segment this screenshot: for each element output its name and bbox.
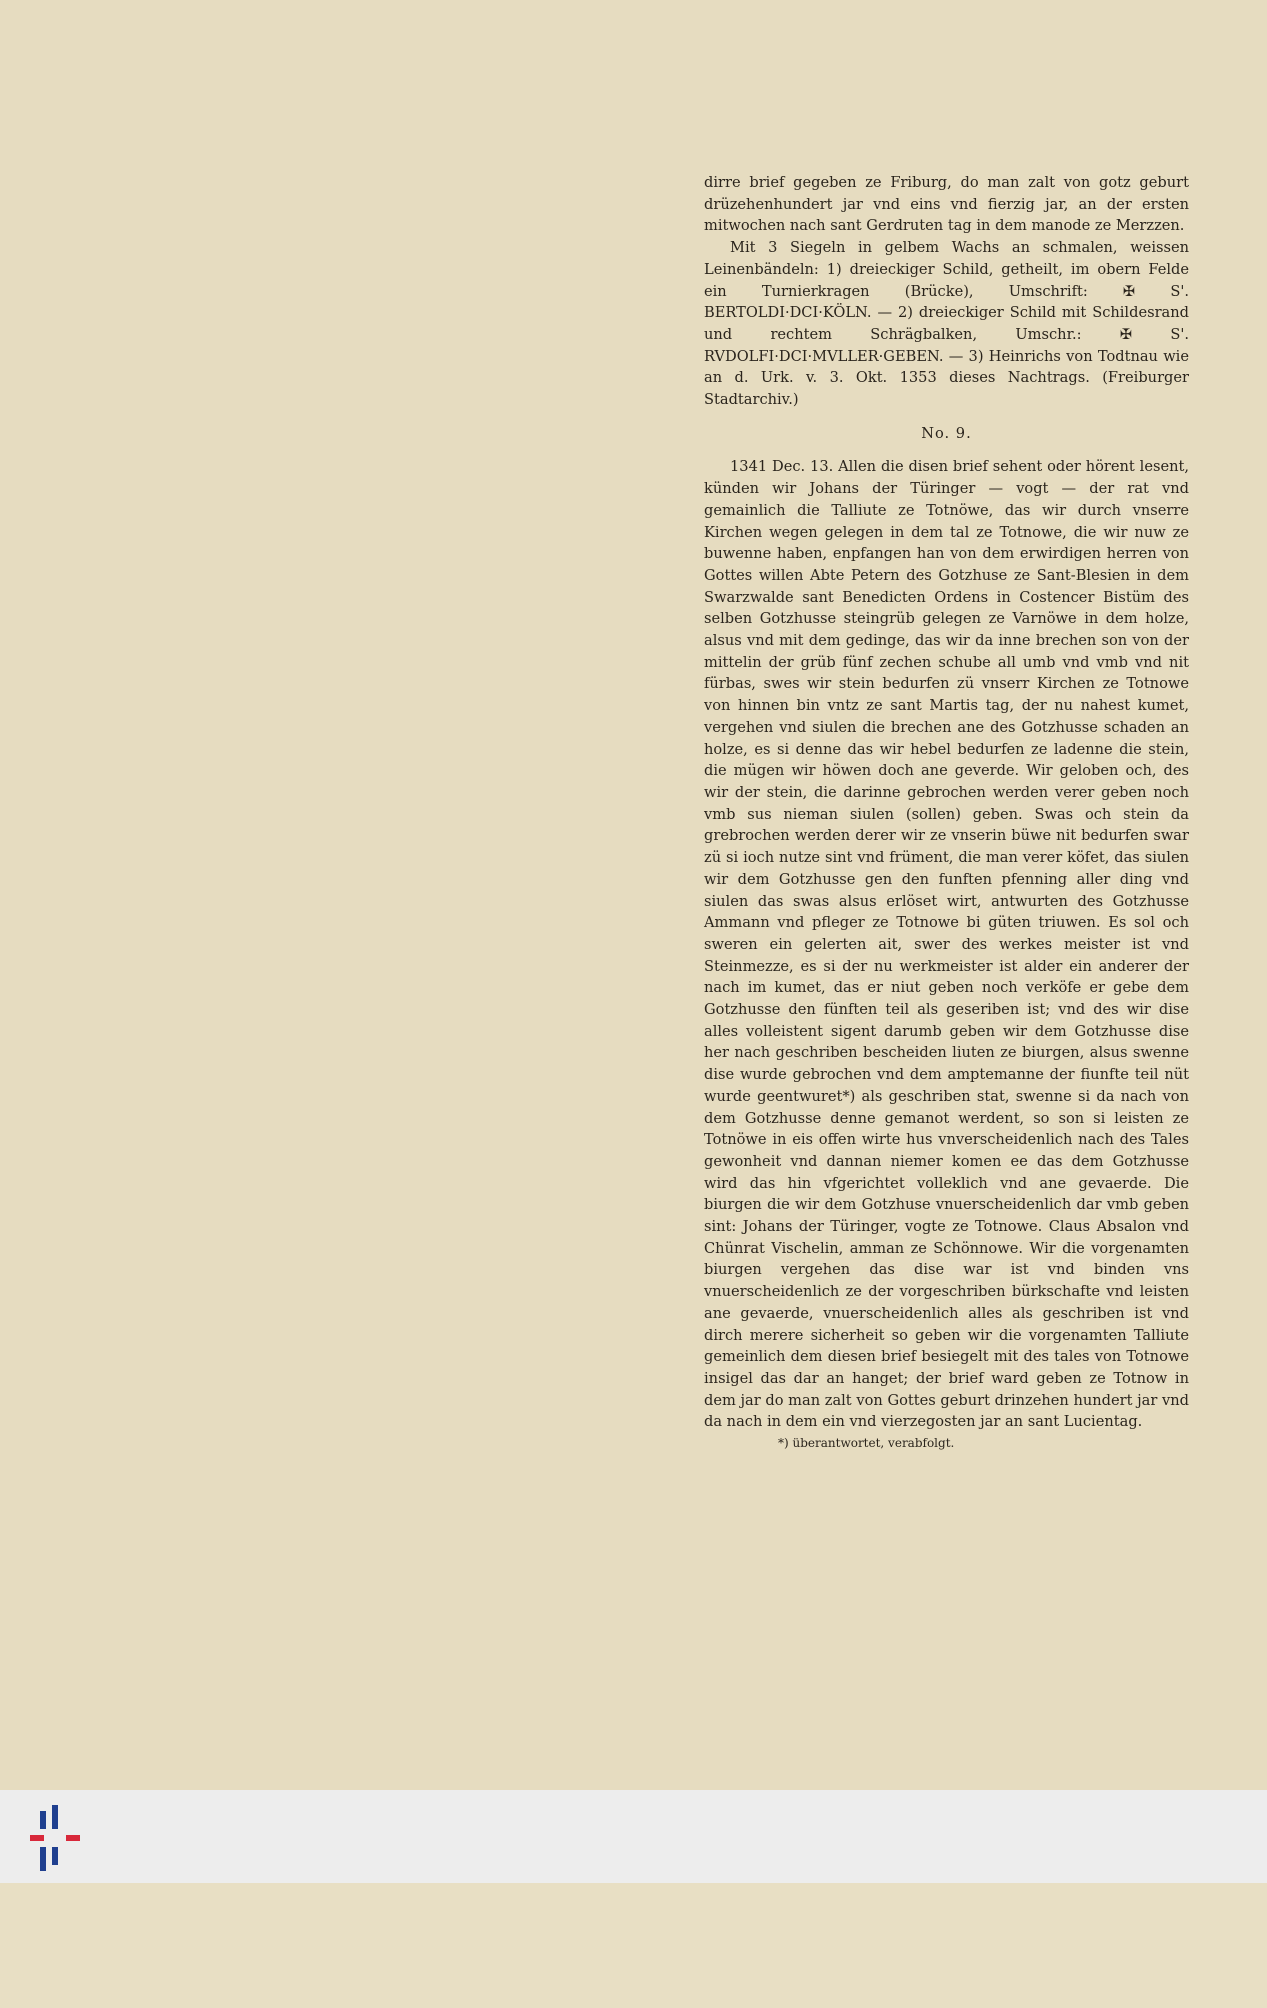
footer-bar (0, 1790, 1267, 1883)
paragraph: Mit 3 Siegeln in gelbem Wachs an schmalen, weissen Leinenbändeln: 1) dreieckiger Schild, getheilt, im obern Felde ein Turnierkragen (Brücke), Umschrift: ✠ S'. BERTOLDI·DCI·KÖLN. — 2) dreieckiger Schild mit Schildesrand und rechtem Schrägbalken, Umschr.: ✠ S'. RVDOLFI·DCI·MVLLER·GEBEN. — 3) Heinrichs von Todtnau wie an d. Urk. v. 3. Okt. 1353 dieses Nachtrags. (Freiburger Stadtarchiv.) (704, 239, 1189, 409)
library-logo-icon (30, 1805, 82, 1873)
paragraph: 1341 Dec. 13. Allen die disen brief sehent oder hörent lesent, künden wir Johans der Türinger — vogt — der rat vnd gemainlich die Talliute ze Totnöwe, das wir durch vnserre Kirchen wegen gelegen in dem tal ze Totnowe, die wir nuw ze buwenne haben, enpfangen han von dem erwirdigen herren von Gottes willen Abte Petern des Gotzhuse ze Sant-Blesien in dem Swarzwalde sant Benedicten Ordens in Costencer Bistüm des selben Gotzhusse steingrüb gelegen ze Varnöwe in dem holze, alsus vnd mit dem gedinge, das wir da inne brechen son von der mittelin der grüb fünf zechen schube all umb vnd vmb vnd nit fürbas, swes wir stein bedurfen zü vnserr Kirchen ze Totnowe von hinnen bin vntz ze sant Martis tag, der nu nahest kumet, vergehen vnd siulen die brechen ane des Gotzhusse schaden an holze, es si denne das wir hebel bedurfen ze ladenne die stein, die mügen wir höwen doch ane geverde. Wir geloben och, des wir der stein, die darinne gebrochen werden verer geben noch vmb sus nieman siulen (sollen) geben. Swas och stein da grebrochen werden derer wir ze vnserin büwe nit bedurfen swar zü si ioch nutze sint vnd früment, die man verer köfet, das siulen wir dem Gotzhusse gen den funften pfenning aller ding vnd siulen das swas alsus erlöset wirt, antwurten des Gotzhusse Ammann vnd pfleger ze Totnowe bi güten triuwen. Es sol och sweren ein gelerten ait, swer des werkes meister ist vnd Steinmezze, es si der nu werkmeister ist alder ein anderer der nach im kumet, das er niut geben noch verköfe er gebe dem Gotzhusse den fünften teil als geseriben ist; vnd des wir dise alles volleistent sigent darumb geben wir dem Gotzhusse dise her nach geschriben bescheiden liuten ze biurgen, alsus swenne dise wurde gebrochen vnd dem amptemanne der fiunfte teil nüt wurde geentwuret*) als geschriben stat, swenne si da nach von dem Gotzhusse denne gemanot werdent, so son si leisten ze Totnöwe in eis offen wirte hus vnverscheidenlich nach des Tales gewonheit vnd dannan niemer komen ee das dem Gotzhusse wird das hin vfgerichtet volleklich vnd ane gevaerde. Die biurgen die wir dem Gotzhuse vnuerscheidenlich dar vmb geben sint: Johans der Türinger, vogte ze Totnowe. Claus Absalon vnd Chünrat Vischelin, amman ze Schönnowe. Wir die vorgenamten biurgen vergehen das dise war ist vnd binden vns vnuerscheidenlich ze der vorgeschriben bürkschafte vnd leisten ane gevaerde, vnuerscheidenlich alles als geschriben ist vnd dirch merere sicherheit so geben wir die vorgenamten Talliute gemeinlich dem diesen brief besiegelt mit des tales von Totnowe insigel das dar an hanget; der brief ward geben ze Totnow in dem jar do man zalt von Gottes geburt drinzehen hundert jar vnd da nach in dem ein vnd vierzegosten jar an sant Lucientag. (704, 458, 1189, 1431)
footnote: *) überantwortet, verabfolgt. (778, 1436, 955, 1451)
right-column (704, 172, 1189, 1455)
ornamental-divider (641, 170, 671, 2008)
left-column (115, 172, 602, 184)
paragraph: dirre brief gegeben ze Friburg, do man zalt von gotz geburt drüzehenhundert jar vnd eins vnd fierzig jar, an der ersten mitwochen nach sant Gerdruten tag in dem manode ze Merzzen. (704, 174, 1189, 235)
document-number-heading: No. 9. (921, 424, 972, 442)
